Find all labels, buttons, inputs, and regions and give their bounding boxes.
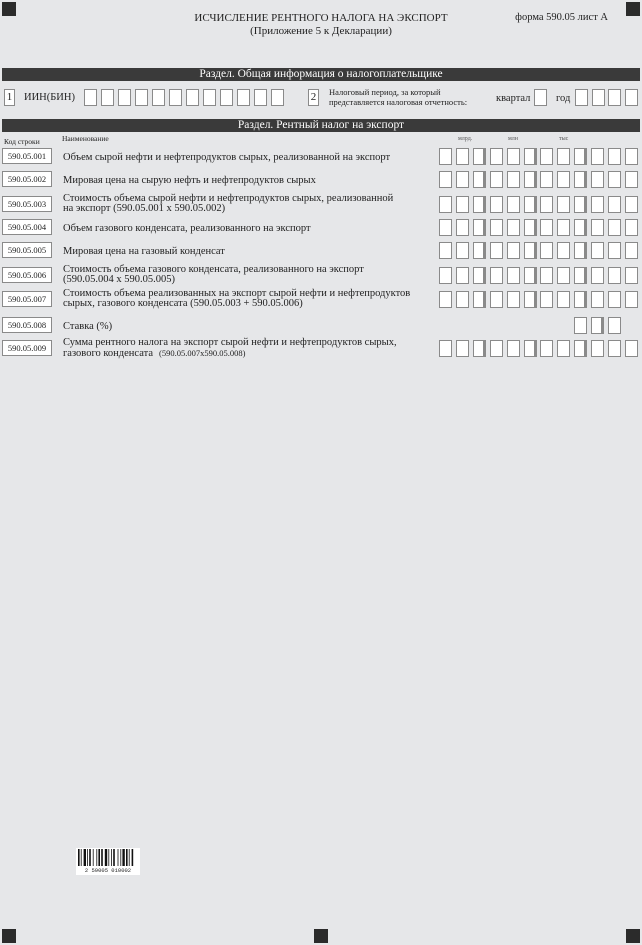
row-name-line1: Стоимость объема газового конденсата, реализованного на экспорт bbox=[63, 264, 364, 275]
year-digit-cell[interactable] bbox=[625, 89, 638, 106]
value-digit-cell[interactable] bbox=[439, 242, 452, 259]
value-digit-cell[interactable] bbox=[456, 171, 469, 188]
value-digit-cell[interactable] bbox=[507, 148, 520, 165]
iin-digit-cell[interactable] bbox=[118, 89, 131, 106]
value-digit-cell[interactable] bbox=[591, 219, 604, 236]
value-digit-cell[interactable] bbox=[507, 267, 520, 284]
value-digit-cell[interactable] bbox=[625, 291, 638, 308]
row-name bbox=[63, 176, 433, 186]
row-name bbox=[63, 153, 433, 163]
value-digit-cell[interactable] bbox=[490, 267, 503, 284]
value-digit-cell[interactable] bbox=[473, 291, 486, 308]
row-code: 590.05.004 bbox=[2, 219, 52, 235]
value-digit-cell[interactable] bbox=[574, 291, 587, 308]
value-digit-cell[interactable] bbox=[625, 171, 638, 188]
registration-mark-bottom-right bbox=[626, 929, 640, 943]
value-digit-cell[interactable] bbox=[473, 196, 486, 213]
value-digit-cell[interactable] bbox=[608, 171, 621, 188]
year-digit-cell[interactable] bbox=[575, 89, 588, 106]
value-digit-cell[interactable] bbox=[473, 267, 486, 284]
registration-mark-bottom-left bbox=[2, 929, 16, 943]
value-digit-cell[interactable] bbox=[608, 340, 621, 357]
barcode-bar bbox=[111, 849, 112, 866]
row-code: 590.05.002 bbox=[2, 171, 52, 187]
value-digit-cell[interactable] bbox=[507, 340, 520, 357]
form-title-line2: (Приложение 5 к Декларации) bbox=[250, 25, 392, 37]
value-digit-cell[interactable] bbox=[524, 340, 537, 357]
year-digit-cell[interactable] bbox=[608, 89, 621, 106]
row-code: 590.05.003 bbox=[2, 196, 52, 212]
iin-digit-cell[interactable] bbox=[84, 89, 97, 106]
quarter-label: квартал bbox=[496, 93, 531, 104]
row-name-sub: (590.05.004 х 590.05.005) bbox=[63, 274, 175, 285]
iin-digit-cell[interactable] bbox=[101, 89, 114, 106]
value-digit-cell[interactable] bbox=[540, 148, 553, 165]
section-rent-tax-bar: Раздел. Рентный налог на экспорт bbox=[2, 119, 640, 132]
value-digit-cell[interactable] bbox=[456, 291, 469, 308]
registration-mark-bottom-center bbox=[314, 929, 328, 943]
row-name-line2 bbox=[63, 348, 433, 359]
value-digit-cell[interactable] bbox=[591, 267, 604, 284]
row-code: 590.05.009 bbox=[2, 340, 52, 356]
row-name bbox=[63, 338, 433, 359]
value-digit-cell[interactable] bbox=[557, 219, 570, 236]
period-label-line1: Налоговый период, за который bbox=[329, 87, 441, 97]
iin-digit-cell[interactable] bbox=[169, 89, 182, 106]
value-digit-cell[interactable] bbox=[591, 242, 604, 259]
field-1-number: 1 bbox=[4, 89, 15, 106]
value-digit-cell[interactable] bbox=[608, 291, 621, 308]
value-digit-cell[interactable] bbox=[625, 148, 638, 165]
barcode-bar bbox=[105, 849, 107, 866]
unit-label-billion: млрд. bbox=[458, 136, 473, 142]
column-header-code: Код строки bbox=[4, 137, 40, 146]
barcode-bar bbox=[122, 849, 124, 866]
barcode-bar bbox=[78, 849, 80, 866]
iin-digit-cell[interactable] bbox=[220, 89, 233, 106]
iin-digit-cell[interactable] bbox=[186, 89, 199, 106]
barcode-bar bbox=[120, 849, 121, 866]
value-digit-cell[interactable] bbox=[456, 242, 469, 259]
row-code: 590.05.008 bbox=[2, 317, 52, 333]
barcode-bar bbox=[113, 849, 115, 866]
value-digit-cell[interactable] bbox=[591, 148, 604, 165]
row-name-line2 bbox=[63, 275, 433, 285]
barcode-bars bbox=[76, 848, 140, 867]
barcode-bar bbox=[132, 849, 134, 866]
value-digit-cell[interactable] bbox=[507, 196, 520, 213]
value-digit-cell[interactable] bbox=[439, 219, 452, 236]
form-title-line1: ИСЧИСЛЕНИЕ РЕНТНОГО НАЛОГА НА ЭКСПОРТ bbox=[194, 12, 448, 24]
value-digit-cell[interactable] bbox=[473, 242, 486, 259]
field-2-number: 2 bbox=[308, 89, 319, 106]
value-digit-cell[interactable] bbox=[490, 340, 503, 357]
iin-digit-cell[interactable] bbox=[237, 89, 250, 106]
value-digit-cell[interactable] bbox=[625, 219, 638, 236]
section-general-info-bar: Раздел. Общая информация о налогоплательщике bbox=[2, 68, 640, 81]
barcode-bar bbox=[98, 849, 100, 866]
barcode-bar bbox=[101, 849, 103, 866]
barcode-bar bbox=[118, 849, 119, 866]
row-name-line1: Мировая цена на сырую нефть и нефтепродуктов сырых bbox=[63, 175, 316, 186]
row-formula: (590.05.007х590.05.008) bbox=[158, 348, 246, 358]
year-label: год bbox=[556, 93, 571, 104]
row-name-line1: Стоимость объема реализованных на экспорт сырой нефти и нефтепродуктов bbox=[63, 288, 411, 299]
value-digit-cell[interactable] bbox=[490, 242, 503, 259]
row-code: 590.05.005 bbox=[2, 242, 52, 258]
iin-digit-cell[interactable] bbox=[135, 89, 148, 106]
iin-digit-cell[interactable] bbox=[271, 89, 284, 106]
value-digit-cell[interactable] bbox=[473, 171, 486, 188]
row-name-line1: Объем газового конденсата, реализованного на экспорт bbox=[63, 223, 311, 234]
value-digit-cell[interactable] bbox=[507, 171, 520, 188]
barcode-bar bbox=[81, 849, 82, 866]
value-digit-cell[interactable] bbox=[439, 196, 452, 213]
rate-digit-cell[interactable] bbox=[591, 317, 604, 334]
value-digit-cell[interactable] bbox=[490, 171, 503, 188]
row-name-line2 bbox=[63, 204, 433, 214]
value-digit-cell[interactable] bbox=[557, 267, 570, 284]
value-digit-cell[interactable] bbox=[574, 171, 587, 188]
value-digit-cell[interactable] bbox=[490, 148, 503, 165]
value-digit-cell[interactable] bbox=[574, 340, 587, 357]
rate-digit-cell[interactable] bbox=[574, 317, 587, 334]
value-digit-cell[interactable] bbox=[574, 148, 587, 165]
row-name-sub: сырых, газового конденсата (590.05.003 + 590.05.006) bbox=[63, 298, 303, 309]
value-digit-cell[interactable] bbox=[540, 267, 553, 284]
barcode-digits: 2 59005 010002 bbox=[84, 867, 132, 874]
value-digit-cell[interactable] bbox=[456, 219, 469, 236]
row-name bbox=[63, 265, 433, 285]
value-digit-cell[interactable] bbox=[524, 148, 537, 165]
barcode-bar bbox=[89, 849, 91, 866]
unit-label-thousand: тыс bbox=[559, 136, 569, 142]
year-digit-cell[interactable] bbox=[592, 89, 605, 106]
row-code: 590.05.007 bbox=[2, 291, 52, 307]
row-name-line2 bbox=[63, 299, 433, 309]
row-name-line1: Объем сырой нефти и нефтепродуктов сырых, реализованной на экспорт bbox=[63, 152, 391, 163]
row-name bbox=[63, 194, 433, 214]
value-digit-cell[interactable] bbox=[490, 196, 503, 213]
value-digit-cell[interactable] bbox=[439, 171, 452, 188]
value-digit-cell[interactable] bbox=[507, 242, 520, 259]
rate-digit-cell[interactable] bbox=[608, 317, 621, 334]
value-digit-cell[interactable] bbox=[591, 196, 604, 213]
row-name bbox=[63, 289, 433, 309]
value-digit-cell[interactable] bbox=[524, 242, 537, 259]
value-digit-cell[interactable] bbox=[473, 219, 486, 236]
row-name-sub: газового конденсата bbox=[63, 348, 153, 359]
value-digit-cell[interactable] bbox=[507, 291, 520, 308]
value-digit-cell[interactable] bbox=[439, 291, 452, 308]
value-digit-cell[interactable] bbox=[625, 196, 638, 213]
barcode-bar bbox=[129, 849, 130, 866]
value-digit-cell[interactable] bbox=[557, 291, 570, 308]
period-label bbox=[329, 87, 467, 107]
value-digit-cell[interactable] bbox=[557, 171, 570, 188]
value-digit-cell[interactable] bbox=[540, 171, 553, 188]
form-id: форма 590.05 лист А bbox=[515, 12, 608, 23]
row-name-line1: Сумма рентного налога на экспорт сырой нефти и нефтепродуктов сырых, bbox=[63, 337, 397, 348]
value-digit-cell[interactable] bbox=[608, 219, 621, 236]
row-code: 590.05.001 bbox=[2, 148, 52, 164]
value-digit-cell[interactable] bbox=[625, 267, 638, 284]
value-digit-cell[interactable] bbox=[507, 219, 520, 236]
value-digit-cell[interactable] bbox=[591, 291, 604, 308]
value-digit-cell[interactable] bbox=[540, 291, 553, 308]
row-code: 590.05.006 bbox=[2, 267, 52, 283]
value-digit-cell[interactable] bbox=[524, 196, 537, 213]
value-digit-cell[interactable] bbox=[439, 267, 452, 284]
value-digit-cell[interactable] bbox=[625, 242, 638, 259]
value-digit-cell[interactable] bbox=[473, 148, 486, 165]
barcode-bar bbox=[84, 849, 86, 866]
value-digit-cell[interactable] bbox=[591, 340, 604, 357]
value-digit-cell[interactable] bbox=[608, 148, 621, 165]
iin-label: ИИН(БИН) bbox=[24, 92, 75, 103]
row-name-line1: Ставка (%) bbox=[63, 321, 113, 332]
row-name bbox=[63, 247, 433, 257]
value-digit-cell[interactable] bbox=[439, 148, 452, 165]
value-digit-cell[interactable] bbox=[540, 196, 553, 213]
value-digit-cell[interactable] bbox=[473, 340, 486, 357]
iin-digit-cell[interactable] bbox=[152, 89, 165, 106]
barcode-bar bbox=[126, 849, 128, 866]
value-digit-cell[interactable] bbox=[591, 171, 604, 188]
value-digit-cell[interactable] bbox=[608, 242, 621, 259]
barcode-bar bbox=[93, 849, 94, 866]
value-digit-cell[interactable] bbox=[557, 340, 570, 357]
barcode-bar bbox=[108, 849, 109, 866]
value-digit-cell[interactable] bbox=[557, 242, 570, 259]
value-digit-cell[interactable] bbox=[540, 242, 553, 259]
value-digit-cell[interactable] bbox=[456, 196, 469, 213]
value-digit-cell[interactable] bbox=[456, 267, 469, 284]
iin-digit-cell[interactable] bbox=[203, 89, 216, 106]
value-digit-cell[interactable] bbox=[456, 340, 469, 357]
column-header-name: Наименование bbox=[62, 134, 109, 143]
value-digit-cell[interactable] bbox=[524, 219, 537, 236]
value-digit-cell[interactable] bbox=[540, 219, 553, 236]
row-name-line1: Мировая цена на газовый конденсат bbox=[63, 246, 225, 257]
iin-digit-cell[interactable] bbox=[254, 89, 267, 106]
value-digit-cell[interactable] bbox=[574, 196, 587, 213]
value-digit-cell[interactable] bbox=[608, 196, 621, 213]
unit-label-million: млн bbox=[508, 136, 519, 142]
value-digit-cell[interactable] bbox=[574, 219, 587, 236]
value-digit-cell[interactable] bbox=[524, 267, 537, 284]
value-digit-cell[interactable] bbox=[524, 291, 537, 308]
value-digit-cell[interactable] bbox=[456, 148, 469, 165]
value-digit-cell[interactable] bbox=[439, 340, 452, 357]
value-digit-cell[interactable] bbox=[574, 242, 587, 259]
value-digit-cell[interactable] bbox=[557, 196, 570, 213]
value-digit-cell[interactable] bbox=[557, 148, 570, 165]
value-digit-cell[interactable] bbox=[625, 340, 638, 357]
value-digit-cell[interactable] bbox=[608, 267, 621, 284]
row-name-sub: на экспорт (590.05.001 х 590.05.002) bbox=[63, 203, 226, 214]
barcode bbox=[76, 848, 140, 875]
value-digit-cell[interactable] bbox=[574, 267, 587, 284]
barcode-bar bbox=[96, 849, 97, 866]
barcode-bar bbox=[87, 849, 88, 866]
period-label-line2: представляется налоговая отчетность: bbox=[329, 97, 468, 107]
value-digit-cell[interactable] bbox=[524, 171, 537, 188]
quarter-input[interactable] bbox=[534, 89, 547, 106]
row-name bbox=[63, 322, 433, 332]
value-digit-cell[interactable] bbox=[540, 340, 553, 357]
value-digit-cell[interactable] bbox=[490, 291, 503, 308]
row-name bbox=[63, 224, 433, 234]
row-name-line1: Стоимость объема сырой нефти и нефтепродуктов сырых, реализованной bbox=[63, 193, 394, 204]
value-digit-cell[interactable] bbox=[490, 219, 503, 236]
